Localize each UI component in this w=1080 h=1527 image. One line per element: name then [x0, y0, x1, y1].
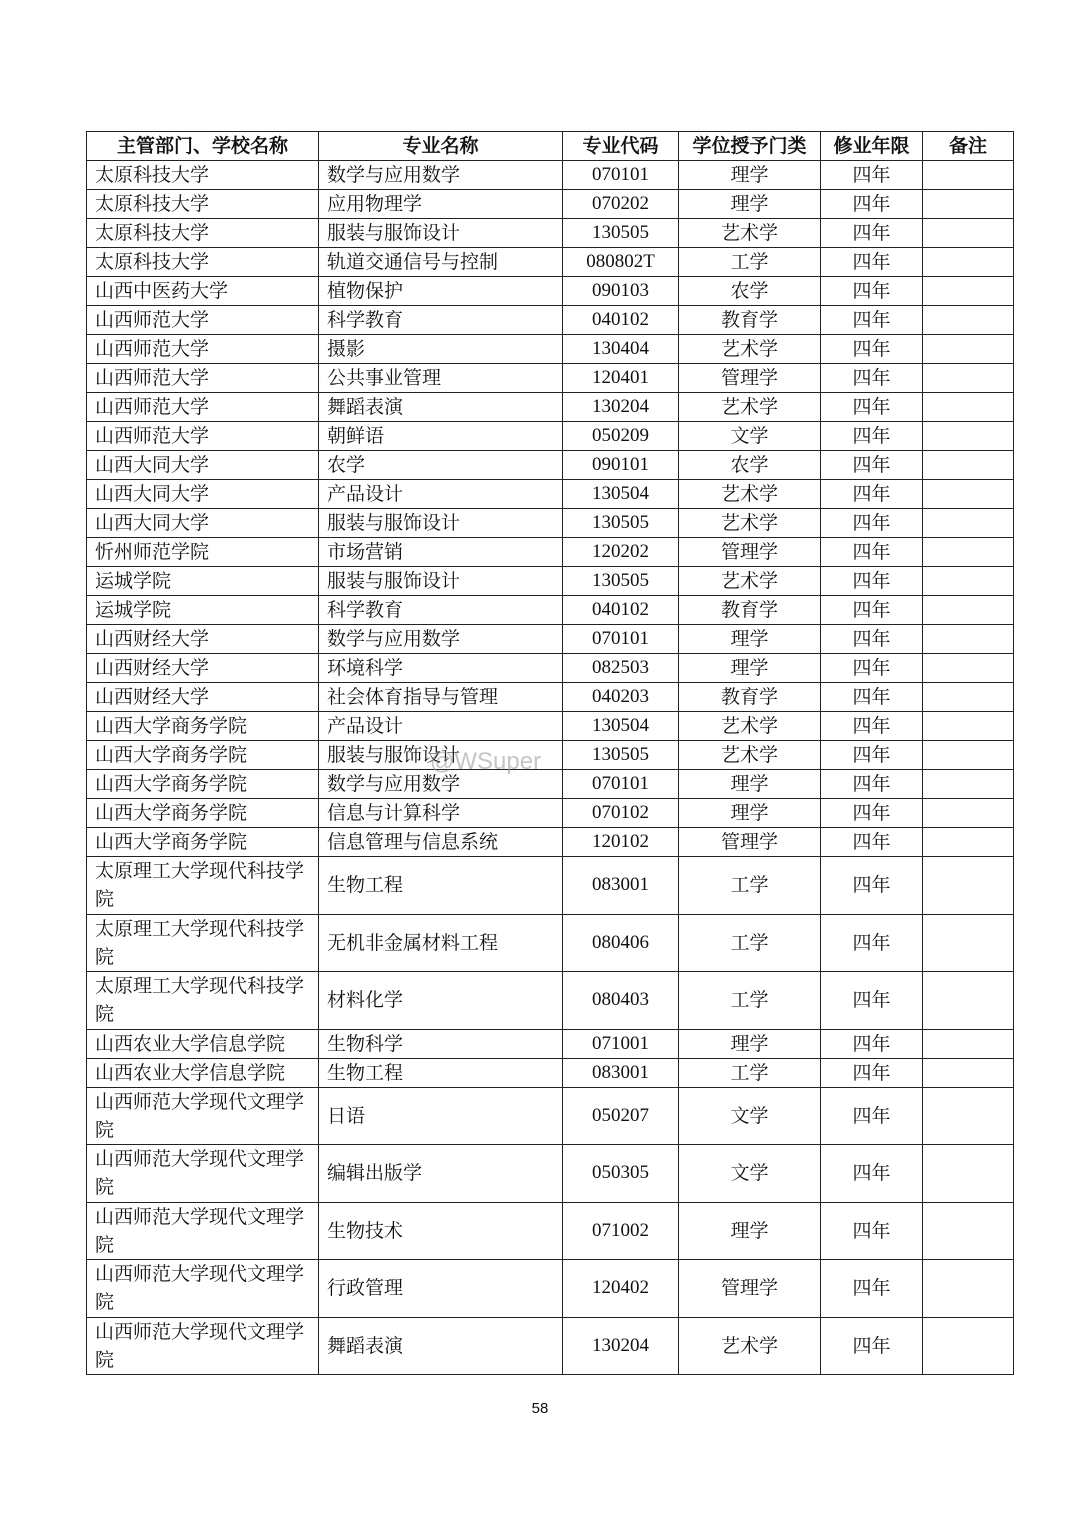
cell-code: 130505: [563, 567, 679, 596]
table-row: [87, 567, 1014, 596]
cell-school: 太原科技大学: [87, 161, 319, 190]
cell-note: [923, 451, 1014, 480]
cell-code: 050305: [563, 1145, 679, 1203]
cell-school: 山西师范大学现代文理学院: [87, 1087, 319, 1145]
cell-note: [923, 364, 1014, 393]
cell-school: 运城学院: [87, 596, 319, 625]
table-row: [87, 393, 1014, 422]
cell-major: 服装与服饰设计: [319, 219, 563, 248]
cell-note: [923, 161, 1014, 190]
cell-degree: 理学: [679, 770, 821, 799]
table-row: [87, 219, 1014, 248]
cell-degree: 艺术学: [679, 509, 821, 538]
header-note: 备注: [923, 132, 1014, 161]
cell-degree: 艺术学: [679, 393, 821, 422]
cell-code: 070102: [563, 799, 679, 828]
cell-code: 130505: [563, 219, 679, 248]
cell-years: 四年: [821, 277, 923, 306]
cell-school: 山西财经大学: [87, 625, 319, 654]
cell-years: 四年: [821, 509, 923, 538]
cell-years: 四年: [821, 683, 923, 712]
cell-note: [923, 567, 1014, 596]
header-school: 主管部门、学校名称: [87, 132, 319, 161]
cell-major: 无机非金属材料工程: [319, 914, 563, 972]
cell-years: 四年: [821, 712, 923, 741]
cell-note: [923, 248, 1014, 277]
cell-major: 产品设计: [319, 712, 563, 741]
cell-major: 轨道交通信号与控制: [319, 248, 563, 277]
cell-degree: 工学: [679, 1058, 821, 1087]
cell-years: 四年: [821, 480, 923, 509]
cell-code: 130204: [563, 1317, 679, 1375]
cell-school: 太原科技大学: [87, 219, 319, 248]
cell-note: [923, 1087, 1014, 1145]
cell-degree: 理学: [679, 1202, 821, 1260]
cell-degree: 理学: [679, 190, 821, 219]
cell-years: 四年: [821, 364, 923, 393]
cell-major: 生物技术: [319, 1202, 563, 1260]
cell-major: 科学教育: [319, 306, 563, 335]
cell-degree: 理学: [679, 654, 821, 683]
cell-school: 运城学院: [87, 567, 319, 596]
cell-school: 山西大学商务学院: [87, 828, 319, 857]
cell-note: [923, 277, 1014, 306]
cell-note: [923, 393, 1014, 422]
cell-years: 四年: [821, 393, 923, 422]
cell-code: 070101: [563, 161, 679, 190]
cell-years: 四年: [821, 828, 923, 857]
table-row: [87, 1260, 1014, 1318]
cell-code: 083001: [563, 857, 679, 915]
cell-major: 科学教育: [319, 596, 563, 625]
cell-years: 四年: [821, 625, 923, 654]
cell-code: 040102: [563, 306, 679, 335]
cell-code: 130404: [563, 335, 679, 364]
table-row: [87, 1087, 1014, 1145]
cell-years: 四年: [821, 451, 923, 480]
cell-major: 舞蹈表演: [319, 1317, 563, 1375]
cell-note: [923, 712, 1014, 741]
cell-note: [923, 306, 1014, 335]
cell-major: 服装与服饰设计: [319, 741, 563, 770]
cell-note: [923, 480, 1014, 509]
cell-note: [923, 1029, 1014, 1058]
cell-major: 材料化学: [319, 972, 563, 1030]
cell-years: 四年: [821, 1087, 923, 1145]
page-number: 58: [531, 1400, 549, 1417]
cell-school: 山西师范大学现代文理学院: [87, 1202, 319, 1260]
table-row: [87, 190, 1014, 219]
cell-degree: 管理学: [679, 1260, 821, 1318]
cell-years: 四年: [821, 654, 923, 683]
cell-years: 四年: [821, 1202, 923, 1260]
cell-years: 四年: [821, 219, 923, 248]
cell-school: 山西大学商务学院: [87, 741, 319, 770]
table-row: [87, 799, 1014, 828]
cell-school: 忻州师范学院: [87, 538, 319, 567]
table-row: [87, 161, 1014, 190]
cell-degree: 工学: [679, 857, 821, 915]
cell-major: 信息管理与信息系统: [319, 828, 563, 857]
table-row: [87, 828, 1014, 857]
cell-degree: 管理学: [679, 828, 821, 857]
cell-note: [923, 422, 1014, 451]
cell-years: 四年: [821, 1145, 923, 1203]
cell-degree: 艺术学: [679, 335, 821, 364]
table-row: [87, 335, 1014, 364]
table-row: [87, 1058, 1014, 1087]
cell-major: 摄影: [319, 335, 563, 364]
cell-major: 生物科学: [319, 1029, 563, 1058]
table-row: [87, 683, 1014, 712]
cell-school: 山西师范大学现代文理学院: [87, 1260, 319, 1318]
cell-degree: 理学: [679, 161, 821, 190]
cell-degree: 农学: [679, 451, 821, 480]
cell-school: 山西师范大学: [87, 364, 319, 393]
cell-code: 130504: [563, 712, 679, 741]
cell-note: [923, 741, 1014, 770]
cell-degree: 艺术学: [679, 741, 821, 770]
cell-code: 130505: [563, 741, 679, 770]
table-row: [87, 712, 1014, 741]
majors-table: [86, 131, 1014, 1375]
cell-degree: 理学: [679, 625, 821, 654]
cell-years: 四年: [821, 306, 923, 335]
cell-school: 太原科技大学: [87, 248, 319, 277]
cell-degree: 艺术学: [679, 712, 821, 741]
cell-code: 090103: [563, 277, 679, 306]
table-row: [87, 857, 1014, 915]
table-row: [87, 741, 1014, 770]
table-row: [87, 770, 1014, 799]
cell-code: 080802T: [563, 248, 679, 277]
cell-note: [923, 625, 1014, 654]
cell-school: 山西大学商务学院: [87, 712, 319, 741]
cell-major: 农学: [319, 451, 563, 480]
cell-degree: 文学: [679, 422, 821, 451]
cell-years: 四年: [821, 857, 923, 915]
cell-years: 四年: [821, 1260, 923, 1318]
cell-school: 太原科技大学: [87, 190, 319, 219]
cell-degree: 工学: [679, 972, 821, 1030]
cell-school: 山西中医药大学: [87, 277, 319, 306]
cell-note: [923, 828, 1014, 857]
cell-school: 山西大学商务学院: [87, 770, 319, 799]
cell-years: 四年: [821, 799, 923, 828]
header-years: 修业年限: [821, 132, 923, 161]
cell-note: [923, 1058, 1014, 1087]
cell-note: [923, 596, 1014, 625]
cell-note: [923, 1260, 1014, 1318]
cell-school: 山西大同大学: [87, 509, 319, 538]
cell-major: 行政管理: [319, 1260, 563, 1318]
cell-degree: 艺术学: [679, 219, 821, 248]
cell-degree: 艺术学: [679, 567, 821, 596]
cell-degree: 文学: [679, 1145, 821, 1203]
cell-code: 082503: [563, 654, 679, 683]
cell-school: 山西师范大学: [87, 335, 319, 364]
cell-major: 数学与应用数学: [319, 161, 563, 190]
cell-years: 四年: [821, 248, 923, 277]
cell-code: 130504: [563, 480, 679, 509]
cell-degree: 教育学: [679, 683, 821, 712]
header-major: 专业名称: [319, 132, 563, 161]
table-row: [87, 625, 1014, 654]
cell-degree: 教育学: [679, 596, 821, 625]
cell-years: 四年: [821, 914, 923, 972]
cell-school: 山西财经大学: [87, 683, 319, 712]
cell-code: 120401: [563, 364, 679, 393]
cell-note: [923, 1145, 1014, 1203]
cell-years: 四年: [821, 1058, 923, 1087]
cell-degree: 工学: [679, 914, 821, 972]
cell-years: 四年: [821, 190, 923, 219]
cell-major: 社会体育指导与管理: [319, 683, 563, 712]
table-row: [87, 654, 1014, 683]
cell-years: 四年: [821, 972, 923, 1030]
cell-school: 太原理工大学现代科技学院: [87, 972, 319, 1030]
table-row: [87, 451, 1014, 480]
cell-major: 应用物理学: [319, 190, 563, 219]
cell-years: 四年: [821, 161, 923, 190]
cell-major: 日语: [319, 1087, 563, 1145]
cell-note: [923, 654, 1014, 683]
cell-code: 083001: [563, 1058, 679, 1087]
cell-note: [923, 857, 1014, 915]
cell-note: [923, 683, 1014, 712]
watermark: @WSuper: [430, 748, 542, 775]
cell-code: 070101: [563, 625, 679, 654]
cell-code: 040203: [563, 683, 679, 712]
cell-major: 朝鲜语: [319, 422, 563, 451]
cell-note: [923, 770, 1014, 799]
table-row: [87, 972, 1014, 1030]
table-header-row: [87, 132, 1014, 161]
table-row: [87, 1145, 1014, 1203]
cell-school: 山西大学商务学院: [87, 799, 319, 828]
cell-school: 山西大同大学: [87, 480, 319, 509]
cell-code: 120202: [563, 538, 679, 567]
cell-degree: 艺术学: [679, 1317, 821, 1375]
table-row: [87, 538, 1014, 567]
table-row: [87, 364, 1014, 393]
table-row: [87, 277, 1014, 306]
table-row: [87, 914, 1014, 972]
header-degree: 学位授予门类: [679, 132, 821, 161]
cell-note: [923, 799, 1014, 828]
cell-school: 山西师范大学: [87, 306, 319, 335]
cell-major: 公共事业管理: [319, 364, 563, 393]
cell-note: [923, 538, 1014, 567]
cell-code: 050207: [563, 1087, 679, 1145]
cell-years: 四年: [821, 422, 923, 451]
cell-code: 050209: [563, 422, 679, 451]
cell-code: 071002: [563, 1202, 679, 1260]
cell-major: 市场营销: [319, 538, 563, 567]
cell-school: 山西农业大学信息学院: [87, 1029, 319, 1058]
table-row: [87, 1317, 1014, 1375]
cell-note: [923, 1202, 1014, 1260]
table-row: [87, 596, 1014, 625]
cell-degree: 教育学: [679, 306, 821, 335]
cell-note: [923, 509, 1014, 538]
cell-major: 数学与应用数学: [319, 625, 563, 654]
cell-major: 信息与计算科学: [319, 799, 563, 828]
cell-note: [923, 972, 1014, 1030]
cell-years: 四年: [821, 741, 923, 770]
cell-major: 环境科学: [319, 654, 563, 683]
cell-major: 服装与服饰设计: [319, 509, 563, 538]
cell-years: 四年: [821, 770, 923, 799]
cell-years: 四年: [821, 596, 923, 625]
cell-code: 120402: [563, 1260, 679, 1318]
cell-code: 080406: [563, 914, 679, 972]
cell-school: 太原理工大学现代科技学院: [87, 914, 319, 972]
cell-degree: 理学: [679, 799, 821, 828]
table-row: [87, 1202, 1014, 1260]
cell-code: 120102: [563, 828, 679, 857]
table-row: [87, 480, 1014, 509]
cell-school: 山西师范大学: [87, 422, 319, 451]
cell-note: [923, 1317, 1014, 1375]
cell-school: 山西大同大学: [87, 451, 319, 480]
table-row: [87, 422, 1014, 451]
cell-note: [923, 190, 1014, 219]
cell-major: 编辑出版学: [319, 1145, 563, 1203]
table-row: [87, 509, 1014, 538]
cell-note: [923, 219, 1014, 248]
cell-years: 四年: [821, 1317, 923, 1375]
cell-years: 四年: [821, 335, 923, 364]
cell-note: [923, 914, 1014, 972]
cell-degree: 理学: [679, 1029, 821, 1058]
cell-code: 040102: [563, 596, 679, 625]
cell-school: 山西师范大学现代文理学院: [87, 1145, 319, 1203]
cell-degree: 管理学: [679, 364, 821, 393]
cell-years: 四年: [821, 1029, 923, 1058]
header-code: 专业代码: [563, 132, 679, 161]
table-row: [87, 1029, 1014, 1058]
cell-code: 130505: [563, 509, 679, 538]
cell-major: 生物工程: [319, 857, 563, 915]
cell-school: 山西农业大学信息学院: [87, 1058, 319, 1087]
cell-degree: 艺术学: [679, 480, 821, 509]
cell-major: 产品设计: [319, 480, 563, 509]
cell-note: [923, 335, 1014, 364]
cell-code: 070202: [563, 190, 679, 219]
cell-school: 山西财经大学: [87, 654, 319, 683]
cell-major: 植物保护: [319, 277, 563, 306]
cell-code: 090101: [563, 451, 679, 480]
cell-years: 四年: [821, 538, 923, 567]
cell-major: 服装与服饰设计: [319, 567, 563, 596]
cell-school: 山西师范大学现代文理学院: [87, 1317, 319, 1375]
cell-degree: 管理学: [679, 538, 821, 567]
cell-major: 生物工程: [319, 1058, 563, 1087]
cell-years: 四年: [821, 567, 923, 596]
cell-degree: 工学: [679, 248, 821, 277]
cell-code: 130204: [563, 393, 679, 422]
table-row: [87, 306, 1014, 335]
table-row: [87, 248, 1014, 277]
cell-code: 080403: [563, 972, 679, 1030]
cell-school: 山西师范大学: [87, 393, 319, 422]
cell-major: 数学与应用数学: [319, 770, 563, 799]
cell-code: 070101: [563, 770, 679, 799]
cell-degree: 农学: [679, 277, 821, 306]
cell-degree: 文学: [679, 1087, 821, 1145]
cell-major: 舞蹈表演: [319, 393, 563, 422]
cell-school: 太原理工大学现代科技学院: [87, 857, 319, 915]
cell-code: 071001: [563, 1029, 679, 1058]
